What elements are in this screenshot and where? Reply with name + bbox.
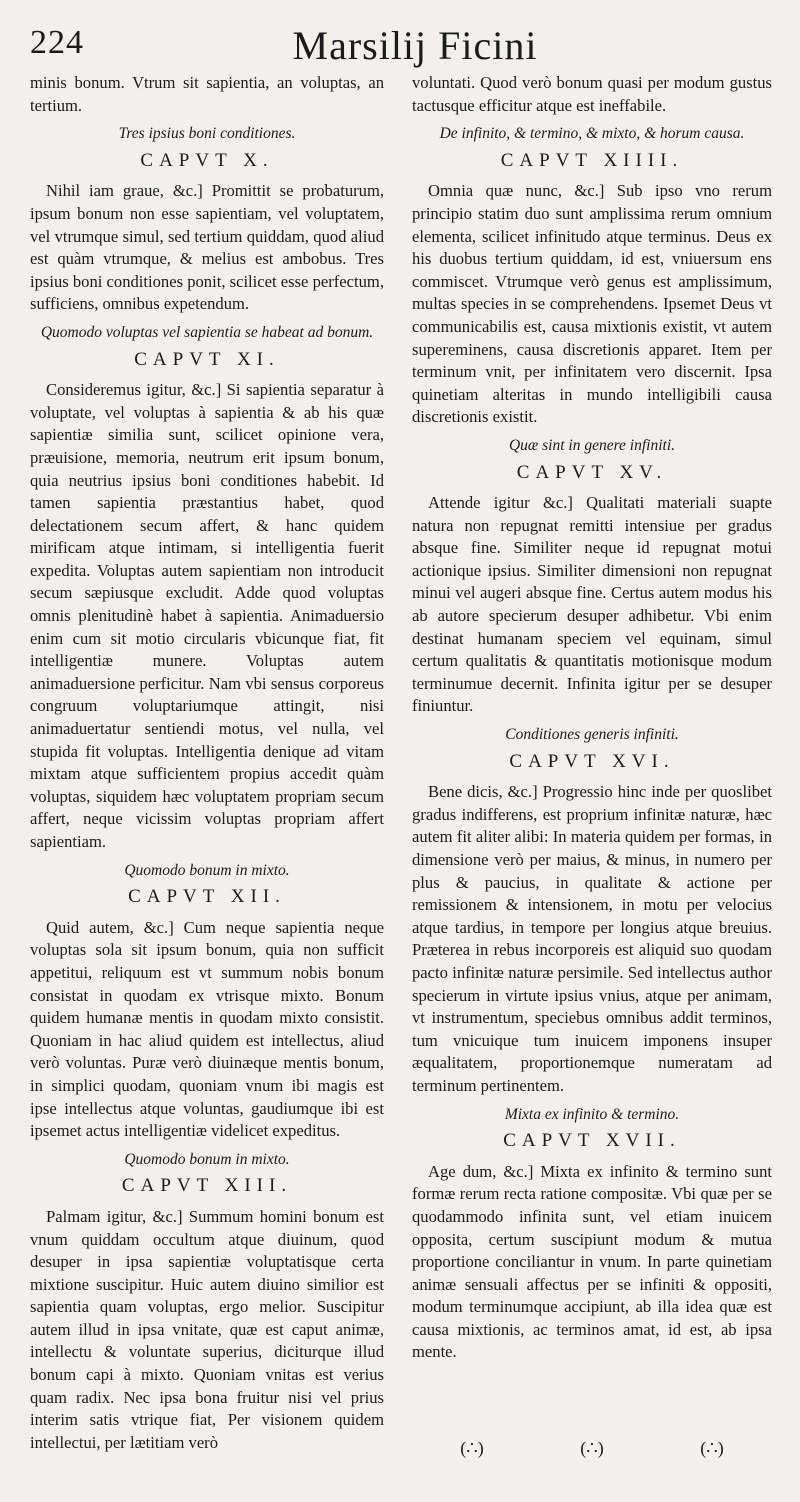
section-subtitle: Quomodo bonum in mixto.: [124, 861, 290, 879]
chapter-text: Omnia quæ nunc, &c.] Sub ipso vno rerum principio statim duo sunt amplissima rerum omnium elementa, scilicet infinitudo atque terminus. Deus ex his duobus tertium quiddam, id est, vniuersum ens commiscet. Vtrumque verò genus est amplissimum, multas species in se comprehendens. Ipsemet Deus vt communicabilis est, causa mixtionis existit, vt autem supereminens, causa discretionis apparet. Item per terminum vnit, per infinitatem vero discernit. Ipsa quinetiam alteritas in mundo intelligibili causa discretionis existit.: [412, 181, 772, 427]
right-column: [412, 72, 772, 1370]
chapter-text: Palmam igitur, &c.] Summum homini bonum est vnum quiddam occultum atque diuinum, quod desuper in ipsa sapientiæ voluptatisque certa mixtione suscipitur. Huic autem diuino similior est sapientia quam voluptas, ergo melior. Suscipitur autem illud in ipsa vnitate, quæ est caput animæ, intellectu & voluntate superius, diciturque illud bonum capi à mixto. Quoniam vnitas est verius quam radix. Nec ipsa bona fruitur nisi vel prius interim satis vtrique fiat, Per visionem quidem intellectui, per lætitiam verò: [30, 1206, 384, 1452]
section-subtitle: Mixta ex infinito & termino.: [504, 1105, 680, 1123]
chapter-text: Bene dicis, &c.] Progressio hinc inde per quoslibet gradus indifferens, est proprium infinitæ naturæ, hæc autem fit aliter alibi: In materia quidem per formas, in dimensione verò per maius, & minus, in numero per plus & paucius, in qualitate & actione per remissionem & intensionem, in motu per velocius atque tardius, in tempore per longius atque breuius. Præterea in rebus incorporeis est aliquid suo quodam pacto infinitæ naturæ persimile. Sed intellectus author specierum in virtute ipsius vnius, atque per animam, vt instrumentum, speciebus omnibus addit terminos, tum vnicuique tum inuicem imponens insuper æqualitatem, proportionemque numeratam ad terminum pertinentem.: [412, 782, 772, 1095]
chapter-text: Quid autem, &c.] Cum neque sapientia neque voluptas sola sit ipsum bonum, quia non sufficit appetitui, reliquum est vt summum nobis bonum consistat in quodam ex vtrisque mixto. Bonum quidem humanæ mentis in quodam mixto consistit. Quoniam in hac aliud quidem est intellectus, aliud verò voluntas. Puræ verò diuinæque mentis bonum, in simplici quodam, quoniam vnum ibi magis est ipse intellectus atque voluntas, gaudiumque ibi est ipsemet actus intelligentiæ videlicet expeditus.: [30, 917, 384, 1141]
chapter-text: Age dum, &c.] Mixta ex infinito & termino sunt formæ rerum recta ratione compositæ. Vbi quæ per se quodammodo infinita sunt, vel etiam inuicem opposita, certum suscipiunt modum & mutua proportione conciliantur in vnum. In parte quinetiam animæ sensuali affectus per se infiniti & oppositi, modum terminumque accipiunt, ab illa idea quæ est causa mixtionis, ac terminos amat, id est, ab ipsa mente.: [412, 1161, 772, 1362]
section-subtitle: Conditiones generis infiniti.: [505, 726, 679, 744]
chapter-heading: CAPVT XIIII.: [500, 149, 684, 171]
chapter-text: Attende igitur &c.] Qualitati materiali suapte natura non repugnat remitti intensiue per gradus absque fine. Similiter neque id repugnat motui actionique ipsius. Similiter dimensioni non repugnat minui vel augeri absque fine. Certus autem modus his ab autore specierum desuper adhibetur. Vbi enim destinat humanam speciem vel equinam, simul certum qualitatis & quantitatis motionisque modum terminumue decernit. Infinita igitur per se desuper finiuntur.: [412, 493, 772, 716]
section-subtitle: Quæ sint in genere infiniti.: [508, 436, 676, 454]
ornament: (∴): [700, 1438, 724, 1458]
chapter-heading: CAPVT XV.: [516, 461, 668, 483]
ornament: (∴): [460, 1438, 484, 1458]
chapter-heading: CAPVT X.: [140, 149, 274, 171]
chapter-heading: CAPVT XI.: [134, 348, 280, 370]
continued-text: minis bonum. Vtrum sit sapientia, an voluptas, an tertium.: [30, 73, 384, 115]
chapter-text: Nihil iam graue, &c.] Promittit se probaturum, ipsum bonum non esse sapientiam, vel voluptatem, vel vtrumque simul, sed tertium quiddam, quod aliud est quàm vtrumque, & melius est ambobus. Tres ipsius boni conditiones ponit, scilicet esse perfectum, sufficiens, omnibus expetendum.: [30, 181, 384, 314]
chapter-text: Consideremus igitur, &c.] Si sapientia separatur à voluptate, vel voluptas à sapientia & ab his quæ sapientiæ similia sunt, scilicet opinione vera, præuisione, memoria, neutrum erit ipsum bonum, quia neutrius ipsius boni conditiones habebit. Id tamen sapientia præstantius habet, quod delectationem secum affert, & hanc quidem mirificam atque intimam, si intelligentia fuerit expedita. Voluptas autem sapientiam non introducit secum sæpiusque excludit. Adde quod voluptas omnis plenitudinè habet à sapientia. Animaduersio enim cum sit motio circularis vbicunque fiat, fit intelligentiæ munere. Voluptas autem animaduersione perficitur. Nam vbi sensus corporeus congruum voluptariumque attingit, nisi animaduertatur sentiendi motus, vel nulla, vel stupida fit voluptas. Intelligentia denique ad vitam mixtam atque sufficientem propius accedit quàm voluptas, siquidem hæc voluptatem propriam secum affert, neque vicissim voluptas propriam affert sapientiam.: [30, 380, 384, 851]
ornament: (∴): [580, 1438, 604, 1458]
section-subtitle: Quomodo voluptas vel sapientia se habeat ad bonum.: [40, 323, 374, 341]
section-subtitle: De infinito, & termino, & mixto, & horum causa.: [439, 125, 745, 143]
chapter-heading: CAPVT XIII.: [121, 1175, 293, 1197]
page-number: 224: [30, 24, 84, 61]
chapter-heading: CAPVT XII.: [128, 886, 286, 908]
chapter-heading: CAPVT XVII.: [503, 1130, 681, 1152]
end-ornaments: [412, 1438, 772, 1459]
left-column: [30, 72, 384, 1460]
chapter-heading: CAPVT XVI.: [509, 750, 675, 772]
continued-text: voluntati. Quod verò bonum quasi per modum gustus tactusque efficitur atque est ineffabile.: [412, 73, 772, 115]
running-title: Marsilij Ficini: [292, 23, 538, 68]
section-subtitle: Tres ipsius boni conditiones.: [118, 125, 296, 143]
section-subtitle: Quomodo bonum in mixto.: [124, 1150, 290, 1168]
